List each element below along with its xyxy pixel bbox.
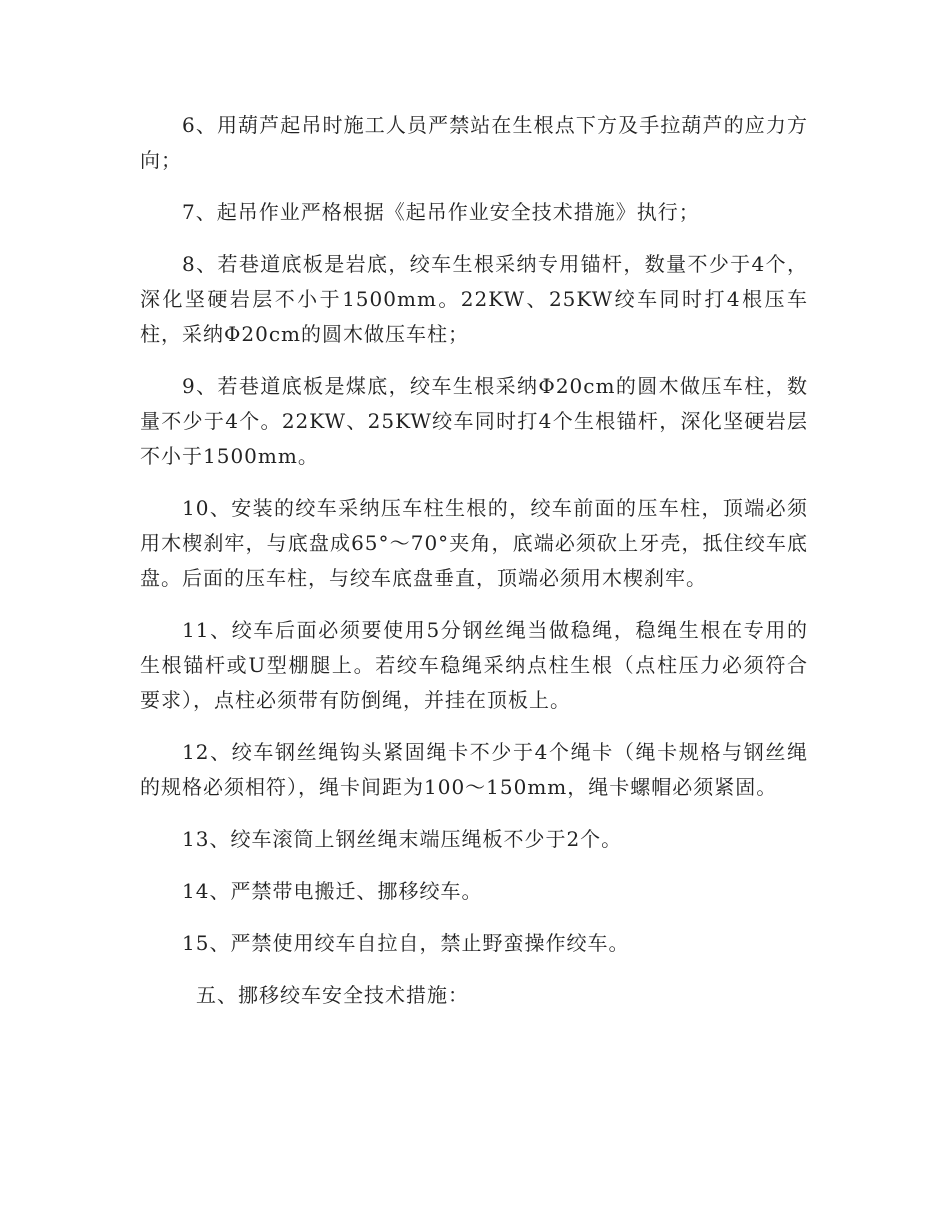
section-heading: 五、挪移绞车安全技术措施： [196, 983, 469, 1007]
paragraph-item-12: 12、绞车钢丝绳钩头紧固绳卡不少于4个绳卡（绳卡规格与钢丝绳的规格必须相符），绳卡间距为100～150mm，绳卡螺帽必须紧固。 [140, 740, 808, 799]
paragraph-item-15: 15、严禁使用绞车自拉自，禁止野蛮操作绞车。 [182, 931, 630, 955]
paragraph-item-8: 8、若巷道底板是岩底，绞车生根采纳专用锚杆，数量不少于4个，深化坚硬岩层不小于1500mm。22KW、25KW绞车同时打4根压车柱，采纳Φ20cm的圆木做压车柱； [140, 252, 808, 346]
paragraph-item-13: 13、绞车滚筒上钢丝绳末端压绳板不少于2个。 [182, 827, 623, 851]
paragraph-item-7: 7、起吊作业严格根据《起吊作业安全技术措施》执行； [182, 200, 700, 224]
document-body [140, 108, 808, 1013]
paragraph-item-14: 14、严禁带电搬迁、挪移绞车。 [182, 879, 483, 903]
paragraph-item-6: 6、用葫芦起吊时施工人员严禁站在生根点下方及手拉葫芦的应力方向； [140, 113, 808, 172]
paragraph-item-10: 10、安装的绞车采纳压车柱生根的，绞车前面的压车柱，顶端必须用木楔刹牢，与底盘成65°～70°夹角，底端必须砍上牙壳，抵住绞车底盘。后面的压车柱，与绞车底盘垂直，顶端必须用木楔刹牢。 [140, 496, 808, 590]
paragraph-item-11: 11、绞车后面必须要使用5分钢丝绳当做稳绳，稳绳生根在专用的生根锚杆或U型棚腿上。若绞车稳绳采纳点柱生根（点柱压力必须符合要求），点柱必须带有防倒绳，并挂在顶板上。 [140, 618, 808, 712]
paragraph-item-9: 9、若巷道底板是煤底，绞车生根采纳Φ20cm的圆木做压车柱，数量不少于4个。22KW、25KW绞车同时打4个生根锚杆，深化坚硬岩层不小于1500mm。 [140, 374, 808, 468]
